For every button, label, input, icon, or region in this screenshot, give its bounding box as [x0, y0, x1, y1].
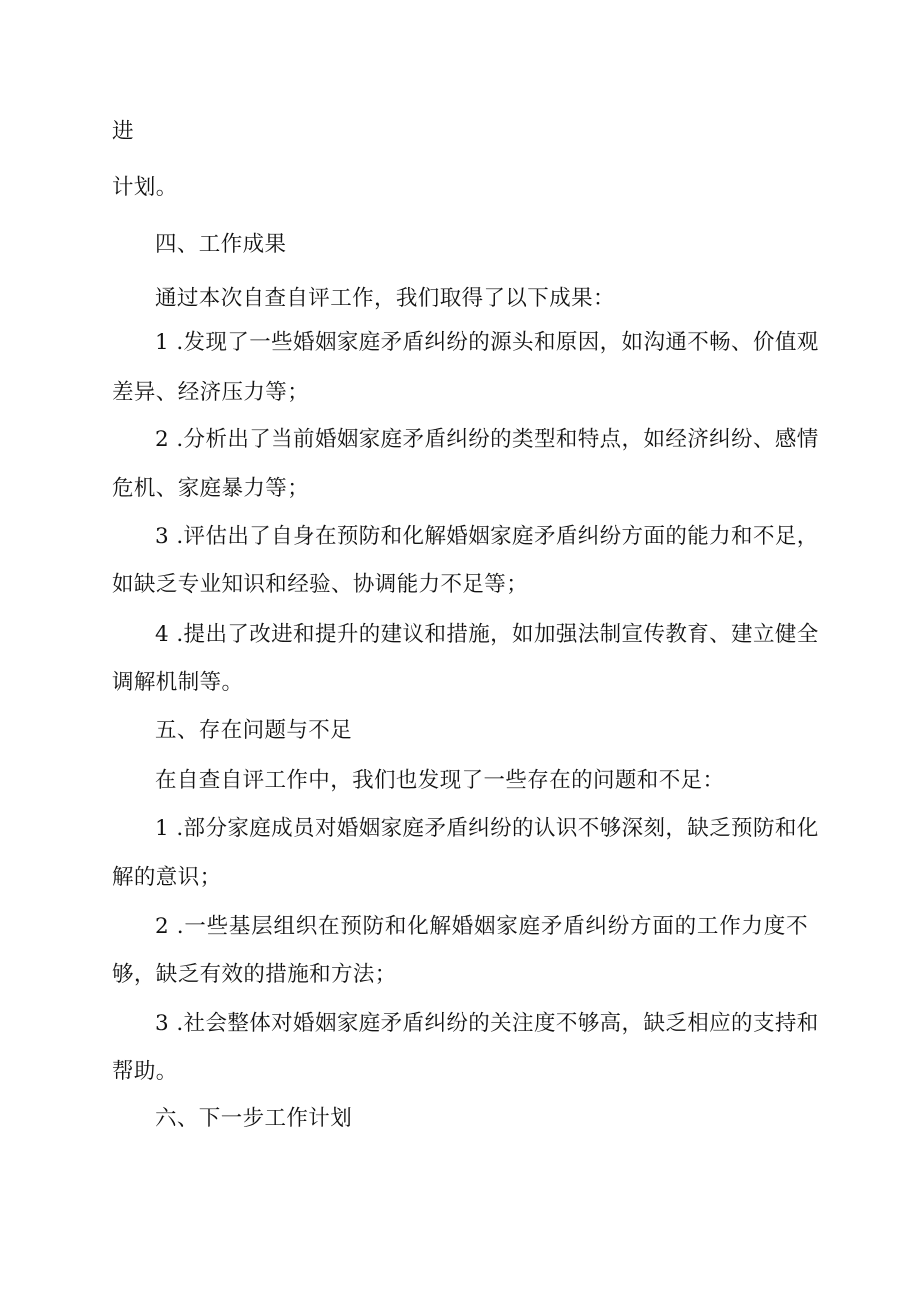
text-line-fragment: 进	[112, 119, 134, 144]
results-intro: 通过本次自查自评工作，我们取得了以下成果：	[155, 286, 615, 311]
problem-item-2-cont: 够，缺乏有效的措施和方法；	[112, 962, 397, 987]
problems-intro: 在自查自评工作中，我们也发现了一些存在的问题和不足：	[155, 768, 725, 793]
result-item-2: 2 .分析出了当前婚姻家庭矛盾纠纷的类型和特点，如经济纠纷、感情	[155, 427, 819, 452]
section-heading-results: 四、工作成果	[155, 232, 287, 257]
result-item-3: 3 .评估出了自身在预防和化解婚姻家庭矛盾纠纷方面的能力和不足，	[155, 524, 819, 549]
result-item-4: 4 .提出了改进和提升的建议和措施，如加强法制宣传教育、建立健全	[155, 622, 819, 647]
problem-item-1: 1 .部分家庭成员对婚姻家庭矛盾纠纷的认识不够深刻，缺乏预防和化	[155, 816, 819, 841]
result-item-1: 1 .发现了一些婚姻家庭矛盾纠纷的源头和原因，如沟通不畅、价值观	[155, 330, 819, 355]
problem-item-2: 2 .一些基层组织在预防和化解婚姻家庭矛盾纠纷方面的工作力度不	[155, 914, 808, 939]
section-heading-problems: 五、存在问题与不足	[155, 718, 353, 743]
result-item-3-cont: 如缺乏专业知识和经验、协调能力不足等；	[112, 572, 529, 597]
result-item-4-cont: 调解机制等。	[112, 670, 244, 695]
section-heading-next-plan: 六、下一步工作计划	[155, 1106, 353, 1131]
problem-item-3: 3 .社会整体对婚姻家庭矛盾纠纷的关注度不够高，缺乏相应的支持和	[155, 1011, 819, 1036]
result-item-1-cont: 差异、经济压力等；	[112, 380, 310, 405]
problem-item-3-cont: 帮助。	[112, 1059, 178, 1084]
result-item-2-cont: 危机、家庭暴力等；	[112, 476, 310, 501]
text-line-plan-end: 计划。	[112, 175, 178, 200]
problem-item-1-cont: 解的意识；	[112, 865, 222, 890]
